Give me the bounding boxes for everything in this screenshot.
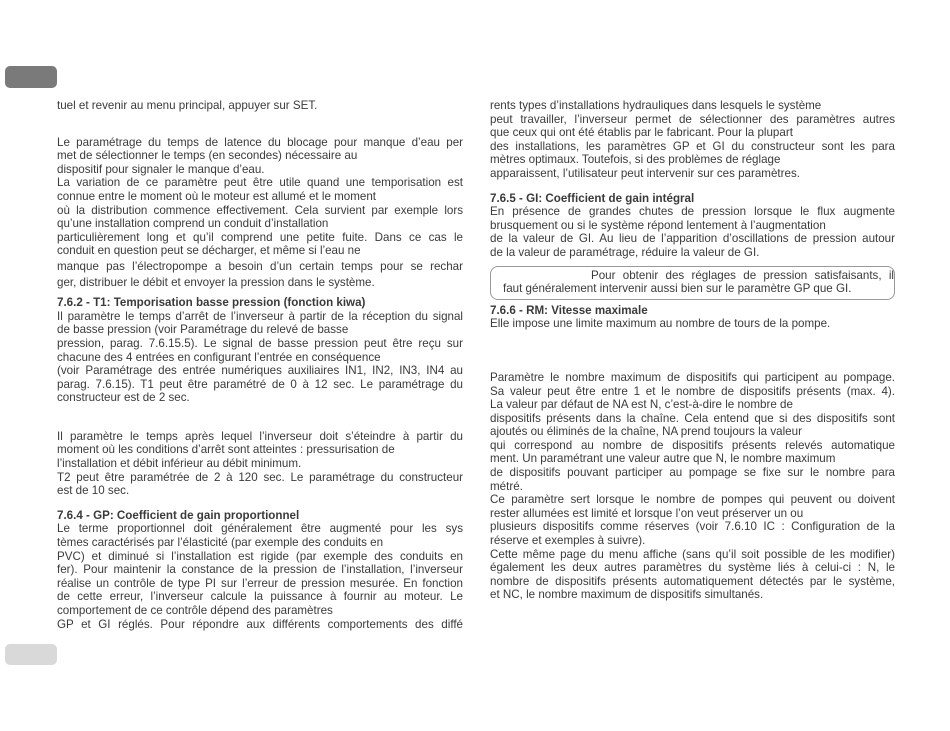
text-line: réalise un contrôle de type PI sur l’erreur de pression mesurée. En fonction <box>57 576 463 590</box>
paragraph-return-menu: tuel et revenir au menu principal, appuyer sur SET. <box>57 99 318 112</box>
text-line: constructeur est de 2 sec. <box>57 391 190 405</box>
text-line: rents types d’installations hydrauliques dans lesquels le système <box>490 99 822 112</box>
text-line: Il paramètre le temps après lequel l’inverseur doit s’éteindre à partir du <box>57 429 463 443</box>
text-line: mètres optimaux. Toutefois, si des problèmes de réglage <box>490 153 781 167</box>
text-line: ment. Un paramétrant une valeur autre que N, le nombre maximum <box>490 452 836 466</box>
text-line: comportement de ce contrôle dépend des paramètres <box>57 604 333 617</box>
text-line: nombre de dispositifs présents automatiquement détectés par le système, <box>490 574 895 588</box>
text-line: Le terme proportionnel doit généralement être augmenté pour les sys <box>57 522 463 536</box>
text-line: rester allumées est limité et lorsque l’on veut préserver un ou <box>490 506 804 520</box>
paragraph-na <box>490 371 895 602</box>
text-line: La valeur par défaut de NA est N, c’est-à-dire le nombre de <box>490 398 793 412</box>
text-line: En présence de grandes chutes de pression lorsque le flux augmente <box>490 205 895 219</box>
right-column <box>490 99 895 602</box>
text-line: plusieurs dispositifs comme réserves (voir 7.6.10 IC : Configuration de la <box>490 520 895 534</box>
text-line: met de sélectionner le temps (en secondes) nécessaire au <box>57 149 358 163</box>
text-line: T2 peut être paramétrée de 2 à 120 sec. Le paramétrage du constructeur <box>57 470 463 484</box>
text-line: Sa valeur peut être entre 1 et le nombre de dispositifs présents (max. 4). <box>490 384 895 398</box>
text-line: PVC) et diminué si l’installation est rigide (par exemple des conduits en <box>57 549 463 563</box>
text-line: de dispositifs pouvant participer au pompage se fixe sur le nombre para <box>490 466 895 480</box>
text-line: dispositif pour signaler le manque d’eau. <box>57 162 265 176</box>
note-box <box>490 266 895 300</box>
text-line: manque pas l’électropompe a besoin d’un certain temps pour se rechar <box>57 259 463 273</box>
text-line: de basse pression (voir Paramétrage du relevé de basse <box>57 323 349 337</box>
text-line: conduit en question peut se décharger, et même si l’eau ne <box>57 244 361 258</box>
text-line: brusquement ou si le système répond lentement à l’augmentation <box>490 218 826 232</box>
paragraph-water-latency <box>57 136 463 290</box>
text-line: que ceux qui ont été établis par le fabricant. Pour la plupart <box>490 126 793 140</box>
note-line: faut généralement intervenir aussi bien sur le paramètre GP que GI. <box>503 282 852 296</box>
text-line: GP et GI réglés. Pour répondre aux différents comportements des diffé <box>57 617 463 631</box>
text-line: (voir Paramétrage des entrée numériques auxiliaires IN1, IN2, IN3, IN4 au <box>57 364 463 378</box>
section-heading-7-6-6: 7.6.6 - RM: Vitesse maximale <box>490 303 648 317</box>
text-line: fer). Pour maintenir la constance de la pression de l’installation, l’inverseur <box>57 563 463 577</box>
text-line: des installations, les paramètres GP et GI du constructeur sont les para <box>490 139 895 153</box>
note-line: Pour obtenir des réglages de pression satisfaisants, il <box>591 268 894 282</box>
text-line: de cette erreur, l’inverseur calcule la puissance à fournir au moteur. Le <box>57 590 463 604</box>
text-line: de la valeur de paramétrage, réduire la valeur de GI. <box>490 245 760 259</box>
text-line: où la distribution commence effectivement. Cela survient par exemple lors <box>57 203 463 217</box>
text-line: et NC, le nombre maximum de dispositifs simultanés. <box>490 588 764 602</box>
paragraph-t1 <box>57 310 463 405</box>
text-line: chacune des 4 entrées en configurant l’entrée en conséquence <box>57 350 381 364</box>
text-line: Paramètre le nombre maximum de dispositifs qui participent au pompage. <box>490 370 895 384</box>
text-line: Ce paramètre sert lorsque le nombre de pompes qui peuvent ou doivent <box>490 493 895 507</box>
page-tab-marker-bottom <box>5 644 57 665</box>
text-line: l’installation et débit inférieur au débit minimum. <box>57 457 302 471</box>
text-line: peut travailler, l’inverseur permet de sélectionner des paramètres autres <box>490 112 895 126</box>
text-line: qu’une installation comprend un conduit d’installation <box>57 217 329 231</box>
text-line: ajoutés ou éliminés de la chaîne, NA prend toujours la valeur <box>490 425 802 439</box>
text-line: métré. <box>490 479 523 493</box>
text-line: La variation de ce paramètre peut être utile quand une temporisation est <box>57 176 463 190</box>
paragraph-t2 <box>57 430 463 498</box>
text-line: de la valeur de GI. Au lieu de l’apparition d’oscillations de pression autour <box>490 232 895 246</box>
text-line: également les deux autres paramètres du système liés à celui-ci : N, le <box>490 561 895 575</box>
section-heading-7-6-5: 7.6.5 - GI: Coefficient de gain intégral <box>490 191 695 205</box>
text-line: ger, distribuer le débit et envoyer la pression dans le système. <box>57 275 375 289</box>
page-tab-marker-top <box>5 66 57 88</box>
text-line: particulièrement long et qu’il comprend une petite fuite. Dans ce cas le <box>57 230 463 244</box>
text-line: Il paramètre le temps d’arrêt de l’inverseur à partir de la réception du signal <box>57 309 463 323</box>
text-line: pression, parag. 7.6.15.5). Le signal de basse pression peut être reçu sur <box>57 336 463 350</box>
section-heading-7-6-4: 7.6.4 - GP: Coefficient de gain proportionnel <box>57 508 300 522</box>
text-line: qui correspond au nombre de dispositifs présents relevés automatique <box>490 438 895 452</box>
paragraph-rm: Elle impose une limite maximum au nombre de tours de la pompe. <box>490 317 831 331</box>
text-line: parag. 7.6.15). T1 peut être paramétré de 0 à 12 sec. Le paramétrage du <box>57 377 463 391</box>
text-line: Cette même page du menu affiche (sans qu’il soit possible de les modifier) <box>490 547 895 561</box>
text-line: Le paramétrage du temps de latence du blocage pour manque d’eau per <box>57 135 463 149</box>
left-column <box>57 99 463 631</box>
text-line: connue entre le moment où le moteur est allumé et le moment <box>57 189 376 203</box>
text-line: dispositifs présents dans la chaîne. Cela entend que si des dispositifs sont <box>490 411 895 425</box>
text-line: moment où les conditions d’arrêt sont atteintes : pressurisation de <box>57 443 395 457</box>
paragraph-gp <box>57 522 463 631</box>
text-line: apparaissent, l’utilisateur peut intervenir sur ces paramètres. <box>490 166 800 180</box>
text-line: tèmes caractérisés par l’élasticité (par exemple des conduits en <box>57 536 384 550</box>
text-line: est de 10 sec. <box>57 484 130 498</box>
paragraph-gi <box>490 205 895 259</box>
paragraph-installations <box>490 99 895 181</box>
section-heading-7-6-2: 7.6.2 - T1: Temporisation basse pression (fonction kiwa) <box>57 296 366 310</box>
text-line: réserve et exemples à suivre). <box>490 534 646 548</box>
